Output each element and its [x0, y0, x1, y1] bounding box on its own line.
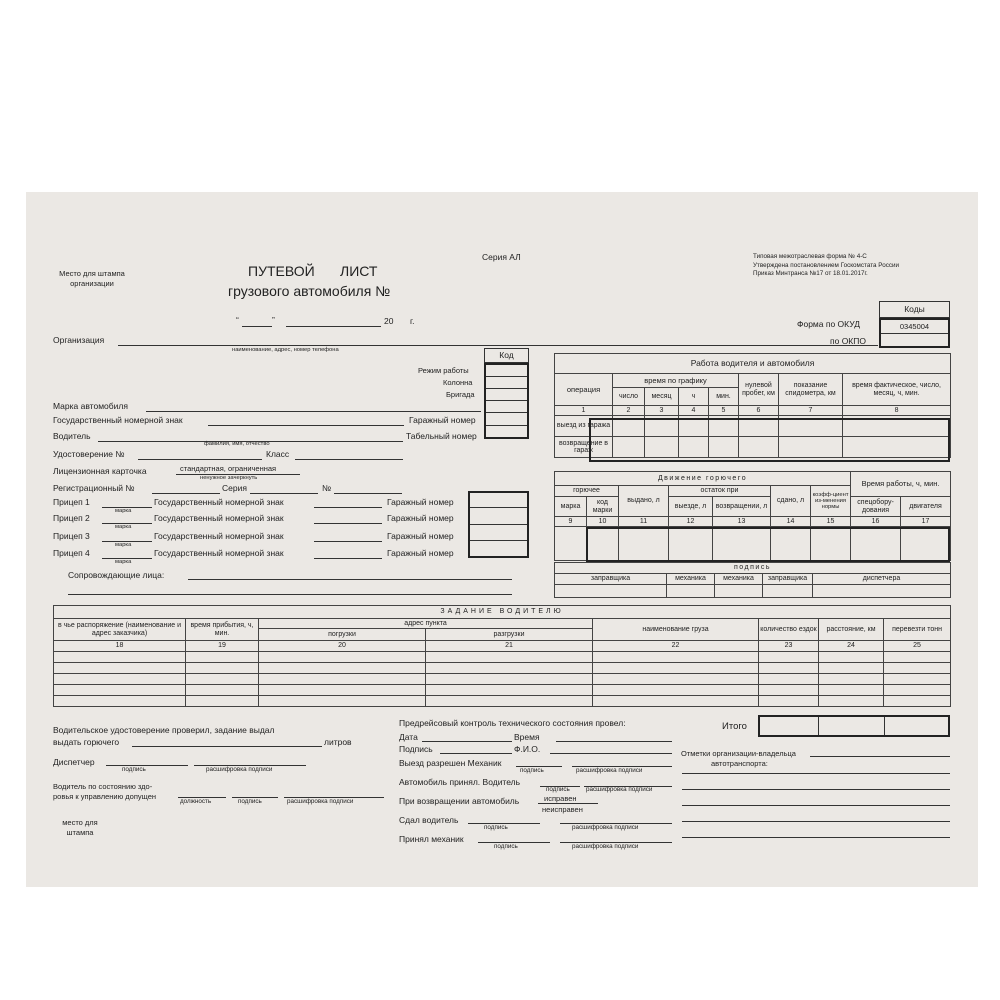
column-label: Колонна — [443, 378, 473, 387]
cell[interactable] — [555, 585, 667, 598]
precheck-label: Предрейсовый контроль технического состояния провел: — [399, 718, 626, 728]
exit-allowed-label: Выезд разрешен Механик — [399, 758, 502, 768]
cell[interactable] — [667, 585, 715, 598]
handed-driver-sign-hint: подпись — [484, 824, 508, 831]
lic-card-hint: ненужное зачеркнуть — [200, 475, 258, 481]
task-table-title: ЗАДАНИЕ ВОДИТЕЛЮ — [54, 606, 951, 619]
okud-value[interactable]: 0345004 — [899, 322, 930, 331]
car-brand-label: Марка автомобиля — [53, 401, 128, 411]
license-label: Удостоверение № — [53, 449, 125, 459]
col-address: адрес пункта — [259, 619, 593, 629]
cell[interactable] — [843, 437, 951, 458]
table-row-cell[interactable] — [54, 685, 186, 696]
cell[interactable] — [709, 437, 739, 458]
num: 25 — [884, 641, 951, 652]
cell[interactable] — [901, 527, 951, 561]
trailer-3-plate-label: Государственный номерной знак — [154, 531, 284, 541]
num: 15 — [811, 517, 851, 527]
health-sign-hint: подпись — [238, 798, 262, 805]
num: 3 — [645, 406, 679, 416]
liters-label: литров — [324, 737, 352, 747]
owner-marks-line-5[interactable] — [682, 837, 950, 838]
year-suffix: г. — [410, 316, 415, 326]
table-row-cell[interactable] — [54, 674, 186, 685]
col-remain: остаток при — [669, 486, 771, 497]
dispatcher-decode-hint: расшифровка подписи — [206, 766, 273, 773]
brigade-label: Бригада — [446, 390, 475, 399]
table-row-cell[interactable] — [54, 663, 186, 674]
table-row-cell[interactable] — [819, 685, 884, 696]
owner-marks-line-1[interactable] — [682, 773, 950, 774]
on-return-label: При возвращении автомобиль — [399, 796, 520, 806]
trailer-4-label: Прицеп 4 — [53, 548, 90, 558]
form-info: Типовая межотраслевая форма № 4-С Утверждена постановлением Госкомстата России Приказ Минтранса №17 от 18.01.2017г. — [753, 253, 900, 277]
row-return: возвращение в гараж — [555, 437, 613, 458]
date-quote-close: ” — [272, 315, 275, 325]
precheck-date-field[interactable] — [422, 741, 512, 742]
table-row-cell[interactable] — [759, 652, 819, 663]
cell[interactable] — [811, 527, 851, 561]
trailer-1-plate-field[interactable] — [314, 507, 382, 508]
title-word-1: ПУТЕВОЙ — [248, 263, 315, 279]
col-zero-run: нулевой пробег, км — [739, 374, 779, 406]
table-row-cell[interactable] — [54, 696, 186, 707]
trailer-2-hint: марка — [115, 524, 132, 530]
stamp-place-label: Место для штампа организации — [59, 269, 125, 288]
col-hour: ч — [679, 388, 709, 406]
cell[interactable] — [713, 527, 771, 561]
date-day-field[interactable] — [242, 326, 272, 327]
table-row-cell[interactable] — [426, 696, 593, 707]
total-label: Итого — [722, 721, 747, 732]
accompany-field-2[interactable] — [68, 594, 512, 595]
table-row-cell[interactable] — [186, 652, 259, 663]
col-distance: расстояние, км — [819, 619, 884, 641]
cell[interactable] — [613, 416, 645, 437]
fuel-table-title: Движение горючего — [555, 472, 851, 486]
series-field-label: Серия — [222, 483, 247, 493]
reg-number-field[interactable] — [334, 493, 402, 494]
num: 20 — [259, 641, 426, 652]
trailer-1-plate-label: Государственный номерной знак — [154, 497, 284, 507]
accepted-mech-decode-hint: расшифровка подписи — [572, 843, 639, 850]
num: 22 — [593, 641, 759, 652]
owner-marks-label: Отметки организации-владельца автотранспорта: — [681, 749, 796, 768]
fio-label: Ф.И.О. — [514, 744, 541, 754]
class-label: Класс — [266, 449, 290, 459]
cell[interactable] — [679, 416, 709, 437]
num: 13 — [713, 517, 771, 527]
page-subtitle: грузового автомобиля № — [228, 283, 391, 299]
col-special: спецобору-дования — [851, 497, 901, 517]
col-actual: время фактическое, число, месяц, ч, мин. — [843, 374, 951, 406]
accompany-field[interactable] — [188, 579, 512, 580]
col-engine: двигателя — [901, 497, 951, 517]
table-row-cell[interactable] — [186, 696, 259, 707]
table-row-cell[interactable] — [593, 674, 759, 685]
num: 16 — [851, 517, 901, 527]
table-row-cell[interactable] — [759, 685, 819, 696]
table-row-cell[interactable] — [259, 663, 426, 674]
time-label: Время — [514, 732, 540, 742]
table-row-cell[interactable] — [426, 685, 593, 696]
signature-title: подпись — [555, 563, 951, 574]
owner-marks-line-3[interactable] — [682, 805, 950, 806]
trailer-3-garage-label: Гаражный номер — [387, 531, 454, 541]
num: 4 — [679, 406, 709, 416]
date-quote-open: “ — [236, 315, 239, 325]
col-schedule: время по графику — [613, 374, 739, 388]
checked-label: Водительское удостоверение проверил, задание выдал — [53, 725, 275, 735]
work-table-title: Работа водителя и автомобиля — [555, 354, 951, 374]
accepted-mech-label: Принял механик — [399, 834, 464, 844]
col-trips: количество ездок — [759, 619, 819, 641]
accepted-label: Автомобиль принял. Водитель — [399, 777, 521, 787]
codes-header: Коды — [879, 301, 950, 318]
cell[interactable] — [587, 527, 619, 561]
col-day: число — [613, 388, 645, 406]
faulty-option[interactable]: неисправен — [542, 805, 583, 814]
cell[interactable] — [851, 527, 901, 561]
table-row-cell[interactable] — [819, 663, 884, 674]
col-speedo: показание спидометра, км — [779, 374, 843, 406]
col-arrival: время прибытия, ч, мин. — [186, 619, 259, 641]
class-field[interactable] — [295, 459, 403, 460]
health-position-hint: должность — [180, 798, 212, 805]
table-row-cell[interactable] — [819, 696, 884, 707]
col-brand: марка — [555, 497, 587, 517]
cell[interactable] — [715, 585, 763, 598]
cell[interactable] — [613, 437, 645, 458]
col-fuel: горючее — [555, 486, 619, 497]
cell[interactable] — [669, 527, 713, 561]
license-field[interactable] — [138, 459, 262, 460]
row-exit: выезд из гаража — [555, 416, 613, 437]
table-row-cell[interactable] — [593, 652, 759, 663]
codes-box — [879, 318, 950, 348]
trailer-1-garage-label: Гаражный номер — [387, 497, 454, 507]
cell[interactable] — [645, 416, 679, 437]
trailer-1-hint: марка — [115, 508, 132, 514]
table-row-cell[interactable] — [426, 674, 593, 685]
num: 10 — [587, 517, 619, 527]
trailer-3-plate-field[interactable] — [314, 541, 382, 542]
precheck-fio-field[interactable] — [550, 753, 672, 754]
sig-col: механика — [715, 574, 763, 585]
driver-accept-decode-hint: расшифровка подписи — [586, 786, 653, 793]
lic-card-value: стандартная, ограниченная — [180, 464, 277, 473]
col-month: месяц — [645, 388, 679, 406]
cell[interactable] — [709, 416, 739, 437]
num: 5 — [709, 406, 739, 416]
num: 9 — [555, 517, 587, 527]
driver-label: Водитель — [53, 431, 91, 441]
precheck-time-field[interactable] — [556, 741, 672, 742]
num: 19 — [186, 641, 259, 652]
accompany-label: Сопровождающие лица: — [68, 570, 165, 580]
table-row-cell[interactable] — [884, 685, 951, 696]
table-row-cell[interactable] — [593, 663, 759, 674]
date-month-field[interactable] — [286, 326, 381, 327]
num: 1 — [555, 406, 613, 416]
cell[interactable] — [645, 437, 679, 458]
col-issued: выдано, л — [619, 486, 669, 517]
number-sign: № — [322, 483, 332, 493]
col-exit: выезде, л — [669, 497, 713, 517]
col-code: код марки — [587, 497, 619, 517]
table-row-cell[interactable] — [759, 663, 819, 674]
table-row-cell[interactable] — [759, 696, 819, 707]
trailer-4-plate-field[interactable] — [314, 558, 382, 559]
date-label: Дата — [399, 732, 418, 742]
cell[interactable] — [843, 416, 951, 437]
table-row-cell[interactable] — [884, 652, 951, 663]
fuel-issue-field[interactable] — [132, 746, 322, 747]
sig-col: заправщика — [555, 574, 667, 585]
trailer-2-label: Прицеп 2 — [53, 513, 90, 523]
cell[interactable] — [779, 437, 843, 458]
fuel-table — [554, 471, 951, 561]
col-coef: коэфф-циент из-менения нормы — [811, 486, 851, 517]
num: 7 — [779, 406, 843, 416]
signature-label: Подпись — [399, 744, 433, 754]
trailer-4-plate-label: Государственный номерной знак — [154, 548, 284, 558]
col-handed: сдано, л — [771, 486, 811, 517]
work-table — [554, 353, 951, 458]
trailer-2-garage-label: Гаражный номер — [387, 513, 454, 523]
driver-accept-sign-hint: подпись — [546, 786, 570, 793]
col-customer: в чье распоряжение (наименование и адрес заказчика) — [54, 619, 186, 641]
trailer-garage-box — [468, 491, 529, 558]
organization-hint: наименование, адрес, номер телефона — [232, 347, 339, 353]
col-operation: операция — [555, 374, 613, 406]
total-box — [758, 715, 950, 737]
okud-label: Форма по ОКУД — [797, 319, 860, 329]
col-unloading: разгрузки — [426, 629, 593, 641]
handed-driver-decode-hint: расшифровка подписи — [572, 824, 639, 831]
table-row-cell[interactable] — [884, 696, 951, 707]
table-row-cell[interactable] — [259, 674, 426, 685]
sig-col: заправщика — [763, 574, 813, 585]
owner-marks-line-2[interactable] — [682, 789, 950, 790]
organization-label: Организация — [53, 335, 105, 345]
trailer-3-hint: марка — [115, 542, 132, 548]
okpo-label: по ОКПО — [830, 336, 866, 346]
table-row-cell[interactable] — [259, 696, 426, 707]
table-row-cell[interactable] — [426, 652, 593, 663]
series-label: Серия АЛ — [482, 252, 521, 262]
num: 14 — [771, 517, 811, 527]
garage-no-label: Гаражный номер — [409, 415, 476, 425]
num: 8 — [843, 406, 951, 416]
cell[interactable] — [771, 527, 811, 561]
signature-table — [554, 562, 951, 598]
dispatcher-sign-field[interactable] — [106, 765, 188, 766]
accepted-mech-sign-hint: подпись — [494, 843, 518, 850]
trailer-2-plate-label: Государственный номерной знак — [154, 513, 284, 523]
cell[interactable] — [813, 585, 951, 598]
table-row-cell[interactable] — [259, 685, 426, 696]
driver-hint: фамилия, имя, отчество — [204, 441, 270, 447]
year-prefix: 20 — [384, 316, 394, 326]
num: 6 — [739, 406, 779, 416]
owner-marks-line-0[interactable] — [810, 756, 950, 757]
health-label: Водитель по состоянию здо- ровья к управлению допущен — [53, 782, 157, 801]
ok-option[interactable]: исправен — [544, 794, 577, 803]
reg-series-field[interactable] — [250, 493, 318, 494]
tab-no-label: Табельный номер — [406, 431, 477, 441]
trailer-2-plate-field[interactable] — [314, 523, 382, 524]
table-row-cell[interactable] — [186, 663, 259, 674]
sig-col: механика — [667, 574, 715, 585]
trailer-4-hint: марка — [115, 559, 132, 565]
num: 11 — [619, 517, 669, 527]
col-cargo: наименование груза — [593, 619, 759, 641]
health-decode-hint: расшифровка подписи — [287, 798, 354, 805]
cell[interactable] — [779, 416, 843, 437]
col-work-time: Время работы, ч, мин. — [851, 472, 951, 497]
num: 21 — [426, 641, 593, 652]
cell[interactable] — [763, 585, 813, 598]
num: 24 — [819, 641, 884, 652]
work-mode-label: Режим работы — [418, 366, 469, 375]
col-tons: перевезти тонн — [884, 619, 951, 641]
owner-marks-line-4[interactable] — [682, 821, 950, 822]
sig-col: диспетчера — [813, 574, 951, 585]
table-row-cell[interactable] — [54, 652, 186, 663]
cell[interactable] — [739, 416, 779, 437]
reg-no-label: Регистрационный № — [53, 483, 135, 493]
trailer-4-garage-label: Гаражный номер — [387, 548, 454, 558]
table-row-cell[interactable] — [426, 663, 593, 674]
num: 12 — [669, 517, 713, 527]
cell[interactable] — [739, 437, 779, 458]
num: 2 — [613, 406, 645, 416]
kod-box — [484, 363, 529, 439]
task-table — [53, 605, 951, 707]
precheck-sign-field[interactable] — [440, 753, 512, 754]
cell[interactable] — [679, 437, 709, 458]
organization-field[interactable] — [118, 345, 878, 346]
num: 17 — [901, 517, 951, 527]
table-row-cell[interactable] — [186, 674, 259, 685]
table-row-cell[interactable] — [593, 685, 759, 696]
table-row-cell[interactable] — [884, 663, 951, 674]
num: 18 — [54, 641, 186, 652]
table-row-cell[interactable] — [819, 652, 884, 663]
reg-no-field[interactable] — [152, 493, 220, 494]
table-row-cell[interactable] — [593, 696, 759, 707]
cell[interactable] — [619, 527, 669, 561]
table-row-cell[interactable] — [259, 652, 426, 663]
trailer-3-label: Прицеп 3 — [53, 531, 90, 541]
lic-card-label: Лицензионная карточка — [53, 466, 147, 476]
num: 23 — [759, 641, 819, 652]
car-brand-field[interactable] — [146, 411, 481, 412]
col-return: возвращении, л — [713, 497, 771, 517]
title-word-2: ЛИСТ — [340, 263, 378, 279]
col-loading: погрузки — [259, 629, 426, 641]
state-plate-label: Государственный номерной знак — [53, 415, 183, 425]
dispatcher-sign-hint: подпись — [122, 766, 146, 773]
state-plate-field[interactable] — [208, 425, 404, 426]
cell[interactable] — [555, 527, 587, 561]
mechanic-decode-hint: расшифровка подписи — [576, 767, 643, 774]
table-row-cell[interactable] — [759, 674, 819, 685]
table-row-cell[interactable] — [819, 674, 884, 685]
handed-driver-label: Сдал водитель — [399, 815, 459, 825]
mechanic-sign-hint: подпись — [520, 767, 544, 774]
kod-header: Код — [484, 348, 529, 363]
dispatcher-label: Диспетчер — [53, 757, 95, 767]
table-row-cell[interactable] — [884, 674, 951, 685]
stamp-place-bottom: место для штампа — [62, 818, 98, 837]
fuel-issue-label: выдать горючего — [53, 737, 120, 747]
col-min: мин. — [709, 388, 739, 406]
trailer-1-label: Прицеп 1 — [53, 497, 90, 507]
table-row-cell[interactable] — [186, 685, 259, 696]
